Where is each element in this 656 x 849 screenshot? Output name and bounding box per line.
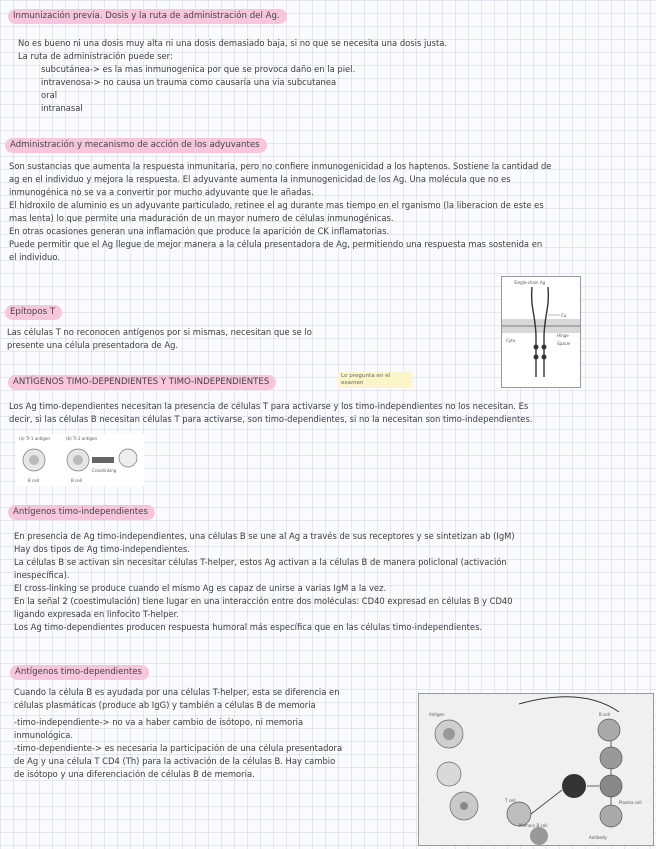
text-line: inmunogénica no se va a convertir por mucho adyuvante que le añadas.: [9, 187, 314, 197]
text-line: Son sustancias que aumenta la respuesta inmunitaria, pero no confiere inmunogenicidad a los haptenos. Sostiene la cantidad de: [9, 161, 552, 171]
text-line: ag en el individuo y mejora la respuesta. El adyuvante aumenta la inmunogenicidad de los Ag. Una molécula que no es: [9, 174, 511, 184]
text-line: Puede permitir que el Ag llegue de mejor manera a la célula presentadora de Ag, permitiendo una respuesta mas sostenida en: [9, 239, 543, 249]
section-body-epitopos: [7, 326, 312, 352]
text-line: Hay dos tipos de Ag timo-independientes.: [14, 544, 190, 554]
figure-label: Hinge: [557, 333, 569, 338]
figure-label: Spacer: [557, 341, 571, 346]
figure-ti-antigens: [16, 434, 144, 486]
text-line: oral: [41, 90, 58, 100]
figure-label: Plasma cell: [619, 800, 642, 805]
section-body-adyuvantes: [9, 160, 551, 264]
figure-td-pathway: [418, 693, 654, 846]
figure-label: Cyto: [506, 338, 516, 343]
text-line: Los Ag timo-dependientes producen respuesta humoral más específica que en las células timo-independientes.: [14, 622, 483, 632]
figure-membrane-receptor: [501, 276, 581, 388]
figure-label: B cell: [599, 712, 610, 717]
figure-label: B cell: [28, 478, 39, 483]
section-body-timo-independientes: [14, 530, 515, 634]
figure-label: B cell: [71, 478, 82, 483]
text-line: presente una célula presentadora de Ag.: [7, 340, 179, 350]
text-line: de isótopo y una diferenciación de células B de memoria.: [14, 769, 255, 779]
text-line: células plasmáticas (produce ab IgG) y también a células B de memoria: [14, 700, 316, 710]
text-line: inespecífica).: [14, 570, 70, 580]
text-line: El cross-linking se produce cuando el mismo Ag es capaz de unirse a varias IgM a la vez.: [14, 583, 387, 593]
text-line: Las células T no reconocen antígenos por si mismas, necesitan que se lo: [7, 327, 312, 337]
text-line: La células B se activan sin necesitar células T-helper, estos Ag activan a la células B de manera policlonal (activación: [14, 557, 507, 567]
figure-label: Crosslinking: [92, 468, 117, 473]
figure-label: Ca: [561, 313, 567, 318]
text-line: de Ag y una célula T CD4 (Th) para la activación de la células B. Hay cambio: [14, 756, 336, 766]
text-line: El hidroxilo de aluminio es un adyuvante particulado, retinee el ag durante mas tiempo en el rganismo (la liberacion de este es: [9, 200, 544, 210]
figure-label: Antigen: [429, 712, 445, 717]
text-line: Los Ag timo-dependientes necesitan la presencia de células T para activarse y los timo-independientes no los necesitan. Es: [9, 401, 529, 411]
text-line: En otras ocasiones generan una inflamación que produce la aparición de CK inflamatorias.: [9, 226, 390, 236]
section-title-adyuvantes: Administración y mecanismo de acción de los adyuvantes: [5, 138, 267, 153]
text-line: intravenosa-> no causa un trauma como causaría una via subcutanea: [41, 77, 337, 87]
text-line: -timo-independiente-> no va a haber cambio de isótopo, ni memoria: [14, 717, 304, 727]
figure-label: Single-chain Ag: [514, 280, 546, 285]
text-line: No es bueno ni una dosis muy alta ni una dosis demasiado baja, si no que se necesita una dosis justa.: [18, 38, 448, 48]
text-line: Cuando la célula B es ayudada por una células T-helper, esta se diferencia en: [14, 687, 340, 697]
section-body-inmunizacion: [18, 37, 447, 115]
section-title-inmunizacion: Inmunización previa. Dosis y la ruta de administración del Ag.: [8, 9, 287, 24]
figure-label: Antibody: [589, 835, 607, 840]
section-body-antigenos-td-ti: [9, 400, 532, 426]
exam-note: Lo pregunta en el examen: [338, 372, 412, 388]
text-line: -timo-dependiente-> es necesaria la participación de una célula presentadora: [14, 743, 343, 753]
text-line: La ruta de administración puede ser:: [18, 51, 173, 61]
section-title-epitopos: Epítopos T: [5, 305, 62, 320]
figure-label: T cell: [505, 798, 516, 803]
text-line: ligando expresada en linfocito T-helper.: [14, 609, 179, 619]
text-line: inmunológica.: [14, 730, 74, 740]
section-title-timo-dependientes: Antígenos timo-dependientes: [10, 665, 149, 680]
text-line: En la señal 2 (coestimulación) tiene lugar en una interacción entre dos moléculas: CD40 expresad en células B y CD40: [14, 596, 513, 606]
figure-label: (a) TI-1 antigen: [19, 436, 50, 441]
section-title-timo-independientes: Antígenos timo-independientes: [8, 505, 155, 520]
text-line: decir, si las células B necesitan células T para activarse, son timo-dependientes, si no la necesitan son timo-independientes.: [9, 414, 533, 424]
figure-label: (b) TI-2 antigen: [66, 436, 98, 441]
section-title-antigenos-td-ti: ANTÍGENOS TIMO-DEPENDIENTES Y TIMO-INDEPENDIENTES: [8, 375, 276, 390]
text-line: mas lenta) lo que permite una maduración de un mayor numero de células inmunogénicas.: [9, 213, 394, 223]
figure-label: Memory B cell: [519, 823, 548, 828]
text-line: intranasal: [41, 103, 83, 113]
text-line: En presencia de Ag timo-independientes, una células B se une al Ag a través de sus receptores y se sintetizan ab (IgM): [14, 531, 515, 541]
text-line: subcutánea-> es la mas inmunogenica por que se provoca daño en la piel.: [41, 64, 356, 74]
text-line: el individuo.: [9, 252, 60, 262]
section-body-timo-dependientes: [14, 686, 342, 781]
